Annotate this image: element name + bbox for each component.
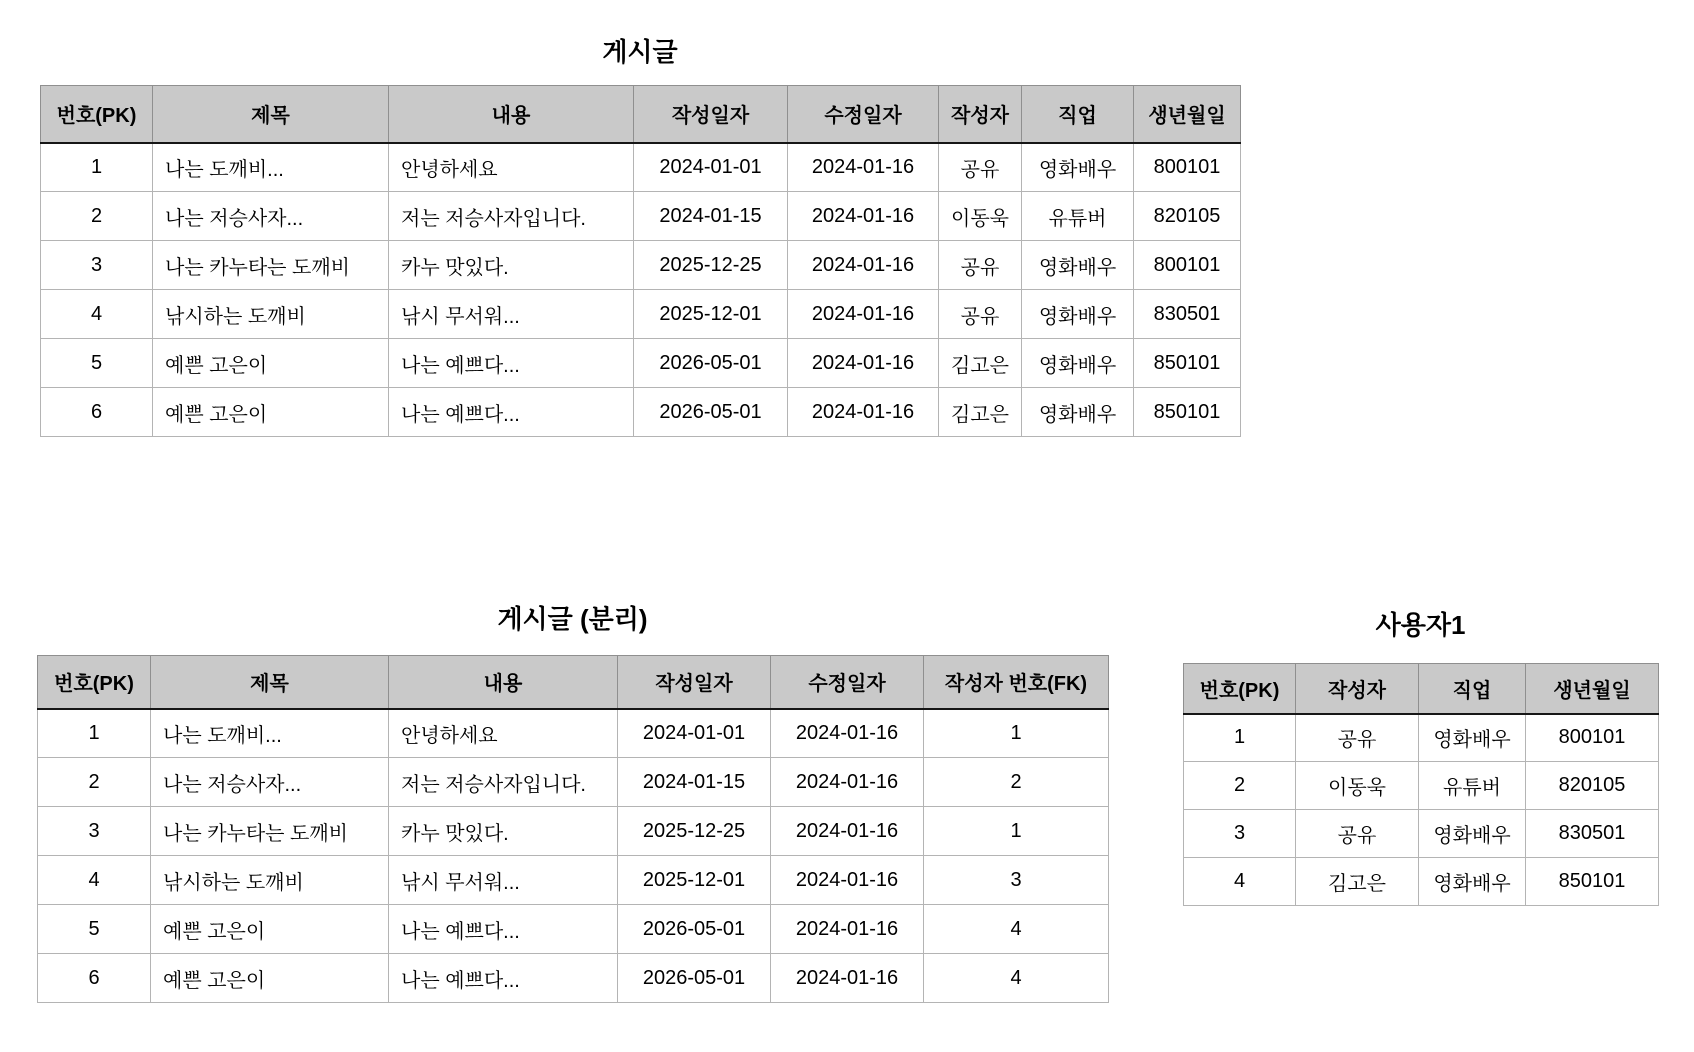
table-row (38, 709, 1109, 758)
table-cell: 4 (38, 856, 151, 905)
table-row (1184, 714, 1659, 762)
table-cell: 예쁜 고은이 (153, 339, 389, 388)
table-cell: 1 (924, 709, 1109, 758)
table-row (38, 905, 1109, 954)
posts-table-title: 게시글 (602, 37, 678, 67)
table-cell: 나는 저승사자... (153, 192, 389, 241)
table-cell: 영화배우 (1022, 339, 1134, 388)
table-row (41, 388, 1241, 437)
table-cell: 2024-01-16 (771, 807, 924, 856)
table-cell: 예쁜 고은이 (153, 388, 389, 437)
table-cell: 2024-01-15 (618, 758, 771, 807)
table-cell: 2024-01-16 (788, 388, 939, 437)
users-table (1183, 663, 1659, 906)
table-cell: 2 (38, 758, 151, 807)
table-cell: 공유 (1296, 714, 1419, 762)
table-cell: 3 (924, 856, 1109, 905)
table-cell: 4 (924, 905, 1109, 954)
column-header: 번호(PK) (38, 656, 151, 709)
column-header: 내용 (389, 656, 618, 709)
column-header: 수정일자 (788, 86, 939, 143)
table-row (38, 856, 1109, 905)
table-cell: 나는 도깨비... (151, 709, 389, 758)
table-cell: 3 (1184, 810, 1296, 858)
table-cell: 800101 (1134, 143, 1241, 192)
table-cell: 낚시하는 도깨비 (151, 856, 389, 905)
table-cell: 나는 저승사자... (151, 758, 389, 807)
table-row (38, 954, 1109, 1003)
posts-table (40, 85, 1241, 437)
table-cell: 나는 예쁘다... (389, 905, 618, 954)
column-header: 작성일자 (618, 656, 771, 709)
table-cell: 저는 저승사자입니다. (389, 758, 618, 807)
table-cell: 850101 (1526, 858, 1659, 906)
table-cell: 영화배우 (1419, 858, 1526, 906)
column-header: 작성자 (939, 86, 1022, 143)
table-cell: 1 (41, 143, 153, 192)
table-cell: 3 (38, 807, 151, 856)
table-cell: 850101 (1134, 339, 1241, 388)
table-cell: 2024-01-16 (788, 290, 939, 339)
table-cell: 이동욱 (1296, 762, 1419, 810)
table-cell: 공유 (1296, 810, 1419, 858)
column-header: 작성자 번호(FK) (924, 656, 1109, 709)
column-header: 작성자 (1296, 664, 1419, 714)
table-cell: 6 (41, 388, 153, 437)
table-cell: 1 (38, 709, 151, 758)
column-header: 직업 (1022, 86, 1134, 143)
table-row (38, 807, 1109, 856)
table-cell: 예쁜 고은이 (151, 905, 389, 954)
table-cell: 4 (924, 954, 1109, 1003)
table-cell: 2 (924, 758, 1109, 807)
table-cell: 850101 (1134, 388, 1241, 437)
table-cell: 2 (41, 192, 153, 241)
table-cell: 낚시 무서워... (389, 290, 634, 339)
table-cell: 영화배우 (1419, 810, 1526, 858)
column-header: 번호(PK) (1184, 664, 1296, 714)
table-row (1184, 762, 1659, 810)
table-cell: 2024-01-16 (788, 339, 939, 388)
column-header: 직업 (1419, 664, 1526, 714)
column-header: 작성일자 (634, 86, 788, 143)
table-cell: 나는 예쁘다... (389, 339, 634, 388)
table-cell: 2025-12-25 (618, 807, 771, 856)
table-cell: 830501 (1526, 810, 1659, 858)
table-cell: 안녕하세요 (389, 709, 618, 758)
table-cell: 2025-12-01 (634, 290, 788, 339)
table-row (41, 192, 1241, 241)
table-row (1184, 858, 1659, 906)
table-cell: 3 (41, 241, 153, 290)
table-cell: 카누 맛있다. (389, 807, 618, 856)
column-header: 제목 (153, 86, 389, 143)
table-cell: 820105 (1134, 192, 1241, 241)
header-row (38, 656, 1109, 709)
table-cell: 2026-05-01 (618, 954, 771, 1003)
table-cell: 2024-01-01 (618, 709, 771, 758)
column-header: 제목 (151, 656, 389, 709)
table-cell: 800101 (1134, 241, 1241, 290)
table-cell: 낚시 무서워... (389, 856, 618, 905)
table-cell: 카누 맛있다. (389, 241, 634, 290)
table-cell: 2026-05-01 (634, 339, 788, 388)
table-cell: 공유 (939, 241, 1022, 290)
table-cell: 2 (1184, 762, 1296, 810)
table-row (1184, 810, 1659, 858)
table-cell: 2024-01-01 (634, 143, 788, 192)
table-row (41, 241, 1241, 290)
column-header: 수정일자 (771, 656, 924, 709)
table-cell: 영화배우 (1419, 714, 1526, 762)
column-header: 생년월일 (1134, 86, 1241, 143)
column-header: 생년월일 (1526, 664, 1659, 714)
table-cell: 5 (41, 339, 153, 388)
table-cell: 유튜버 (1419, 762, 1526, 810)
header-row (1184, 664, 1659, 714)
table-cell: 유튜버 (1022, 192, 1134, 241)
table-cell: 2024-01-16 (771, 905, 924, 954)
table-cell: 나는 카누타는 도깨비 (153, 241, 389, 290)
table-cell: 안녕하세요 (389, 143, 634, 192)
table-cell: 김고은 (1296, 858, 1419, 906)
table-cell: 2026-05-01 (618, 905, 771, 954)
table-cell: 1 (1184, 714, 1296, 762)
table-cell: 2025-12-25 (634, 241, 788, 290)
column-header: 번호(PK) (41, 86, 153, 143)
table-cell: 나는 예쁘다... (389, 388, 634, 437)
table-cell: 2024-01-16 (771, 856, 924, 905)
table-cell: 낚시하는 도깨비 (153, 290, 389, 339)
table-cell: 공유 (939, 290, 1022, 339)
table-cell: 나는 카누타는 도깨비 (151, 807, 389, 856)
table-cell: 영화배우 (1022, 241, 1134, 290)
table-cell: 이동욱 (939, 192, 1022, 241)
table-cell: 2024-01-15 (634, 192, 788, 241)
table-cell: 820105 (1526, 762, 1659, 810)
table-cell: 나는 도깨비... (153, 143, 389, 192)
table-cell: 2025-12-01 (618, 856, 771, 905)
table-cell: 나는 예쁘다... (389, 954, 618, 1003)
table-cell: 영화배우 (1022, 290, 1134, 339)
table-row (41, 290, 1241, 339)
table-row (41, 143, 1241, 192)
table-cell: 5 (38, 905, 151, 954)
table-cell: 2024-01-16 (788, 143, 939, 192)
table-cell: 영화배우 (1022, 143, 1134, 192)
table-cell: 2024-01-16 (788, 241, 939, 290)
table-cell: 2024-01-16 (771, 709, 924, 758)
table-cell: 4 (41, 290, 153, 339)
table-cell: 예쁜 고은이 (151, 954, 389, 1003)
column-header: 내용 (389, 86, 634, 143)
table-cell: 6 (38, 954, 151, 1003)
table-cell: 2024-01-16 (788, 192, 939, 241)
table-cell: 2026-05-01 (634, 388, 788, 437)
table-cell: 2024-01-16 (771, 758, 924, 807)
posts-split-table-title: 게시글 (분리) (497, 604, 648, 634)
table-cell: 2024-01-16 (771, 954, 924, 1003)
table-cell: 김고은 (939, 388, 1022, 437)
table-row (41, 339, 1241, 388)
table-cell: 830501 (1134, 290, 1241, 339)
users-table-title: 사용자1 (1375, 610, 1466, 640)
table-cell: 영화배우 (1022, 388, 1134, 437)
table-row (38, 758, 1109, 807)
table-cell: 저는 저승사자입니다. (389, 192, 634, 241)
table-cell: 4 (1184, 858, 1296, 906)
posts-split-table (37, 655, 1109, 1003)
table-cell: 1 (924, 807, 1109, 856)
table-cell: 800101 (1526, 714, 1659, 762)
table-cell: 공유 (939, 143, 1022, 192)
header-row (41, 86, 1241, 143)
table-cell: 김고은 (939, 339, 1022, 388)
